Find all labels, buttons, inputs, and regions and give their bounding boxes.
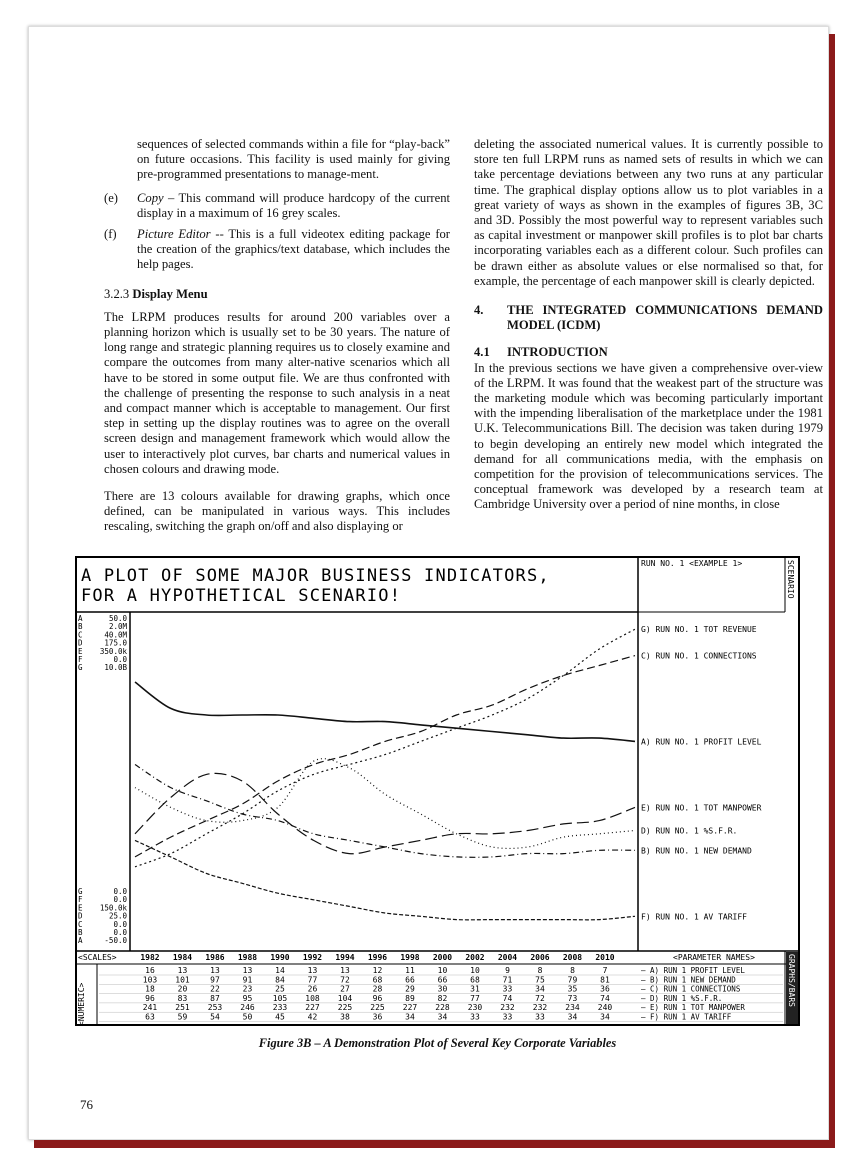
table-cell: 12 — [372, 966, 383, 975]
table-cell: 20 — [177, 984, 188, 994]
table-cell: 23 — [242, 984, 253, 994]
scales-label: <SCALES> — [78, 953, 117, 962]
table-cell: 77 — [307, 975, 318, 985]
table-row-label: – E) RUN 1 TOT MANPOWER — [641, 1003, 745, 1013]
year-tick-label: 1984 — [172, 953, 193, 962]
list-text: -- This is a full videotex editing package for the creation of the graphics/text database, which includes the help pages. — [137, 227, 450, 272]
table-cell: 26 — [307, 984, 318, 994]
table-cell: 240 — [597, 1003, 613, 1013]
plot-title-line2: FOR A HYPOTHETICAL SCENARIO! — [81, 586, 402, 606]
table-cell: 63 — [145, 1012, 155, 1022]
table-cell: 95 — [242, 993, 253, 1003]
legend-entry-B: B) RUN NO. 1 NEW DEMAND — [641, 846, 752, 856]
table-cell: 77 — [470, 993, 480, 1003]
table-cell: 105 — [272, 993, 288, 1003]
table-cell: 8 — [537, 966, 543, 975]
table-cell: 108 — [305, 993, 320, 1003]
table-cell: 11 — [405, 966, 415, 975]
side-tab-graphs: GRAPHS/BARS — [787, 954, 796, 1007]
scale-min-value: 0.0 — [113, 887, 127, 896]
legend-entry-G: G) RUN NO. 1 TOT REVENUE — [641, 625, 757, 635]
scale-letter: B — [78, 622, 83, 632]
section-number: 4. — [474, 303, 484, 318]
table-cell: 251 — [175, 1003, 190, 1013]
table-cell: 83 — [177, 993, 188, 1003]
table-cell: 73 — [567, 993, 578, 1003]
scale-letter: A — [78, 614, 83, 623]
table-row-label: – A) RUN 1 PROFIT LEVEL — [641, 966, 745, 975]
table-cell: 14 — [275, 966, 285, 975]
table-cell: 79 — [567, 975, 578, 985]
table-cell: 241 — [142, 1003, 158, 1013]
scale-letter: C — [78, 919, 83, 929]
param-header: <PARAMETER NAMES> — [673, 953, 755, 962]
section-heading-display-menu — [104, 287, 450, 302]
table-cell: 89 — [405, 993, 415, 1003]
table-cell: 18 — [145, 984, 155, 994]
table-cell: 29 — [405, 984, 415, 994]
list-item-picture-editor — [104, 227, 450, 273]
table-cell: 13 — [340, 966, 350, 975]
table-cell: 42 — [307, 1012, 318, 1022]
scale-max-value: 50.0 — [108, 614, 127, 623]
table-cell: 34 — [405, 1012, 415, 1022]
table-cell: 38 — [340, 1012, 350, 1022]
legend-entry-C: C) RUN NO. 1 CONNECTIONS — [641, 651, 757, 661]
table-cell: 50 — [242, 1012, 253, 1022]
right-column — [474, 137, 823, 521]
scale-min-value: -50.0 — [104, 936, 127, 946]
year-axis-group — [140, 953, 614, 962]
scale-letter: G — [78, 887, 83, 896]
table-cell: 96 — [372, 993, 383, 1003]
body-paragraph: In the previous sections we have given a comprehensive over-view of the LRPM. It was found that the weakest part of the structure was the marketing module which was becoming particularly important with the impending liberalisation of the marketplace under the 1981 U.K. Telecommunications Bill. The decision was taken during 1979 to begin developing an entirely new model which integrated the demand for all communications media, with the emphasis on competition for the provision of telecommunications services. The conceptual framework was developed by a research team at Cambridge University over a period of nine months, in close — [474, 360, 823, 512]
list-item-copy — [104, 191, 450, 221]
side-tab-scenario: SCENARIO — [786, 560, 795, 599]
plot-title-line1: A PLOT OF SOME MAJOR BUSINESS INDICATORS, — [81, 566, 550, 586]
scale-letter: A — [78, 936, 83, 946]
body-paragraph: There are 13 colours available for drawing graphs, which once defined, can be manipulated in various ways. This includes rescaling, switching the graph on/off and also displaying or — [104, 489, 450, 534]
legend-entry-D: D) RUN NO. 1 %S.F.R. — [641, 826, 738, 836]
table-cell: 246 — [240, 1003, 255, 1013]
table-cell: 34 — [535, 984, 545, 994]
table-cell: 81 — [600, 975, 610, 985]
table-cell: 71 — [502, 975, 513, 985]
table-cell: 84 — [275, 975, 285, 985]
table-cell: 227 — [305, 1003, 320, 1013]
table-cell: 27 — [340, 984, 350, 994]
table-cell: 91 — [242, 975, 253, 985]
figure-plot — [75, 556, 800, 1026]
table-cell: 253 — [207, 1003, 223, 1013]
table-cell: 74 — [600, 993, 610, 1003]
year-tick-label: 1994 — [335, 953, 355, 962]
year-tick-label: 2008 — [562, 953, 583, 962]
table-cell: 72 — [535, 993, 545, 1003]
section-heading-introduction — [474, 345, 823, 360]
table-row-label: – B) RUN 1 NEW DEMAND — [641, 975, 736, 985]
table-cell: 227 — [402, 1003, 418, 1013]
scale-letter: F — [78, 655, 83, 664]
year-tick-label: 2006 — [530, 953, 550, 962]
table-cell: 34 — [600, 1012, 610, 1022]
table-cell: 33 — [470, 1012, 480, 1022]
scale-letter: D — [78, 911, 83, 921]
legend-entry-A: A) RUN NO. 1 PROFIT LEVEL — [641, 737, 762, 747]
year-tick-label: 1998 — [400, 953, 420, 962]
legend-entry-F: F) RUN NO. 1 AV TARIFF — [641, 912, 747, 922]
table-cell: 75 — [535, 975, 545, 985]
scale-letter: E — [78, 646, 83, 656]
year-tick-label: 1988 — [237, 953, 258, 962]
table-cell: 30 — [437, 984, 448, 994]
table-cell: 230 — [467, 1003, 483, 1013]
figure-3b — [75, 556, 800, 1026]
table-row-label: – D) RUN 1 %S.F.R. — [641, 993, 723, 1003]
scale-max-value: 350.0k — [99, 646, 127, 656]
table-row-label: – C) RUN 1 CONNECTIONS — [641, 984, 741, 994]
year-tick-label: 1996 — [367, 953, 388, 962]
list-term: Copy — [137, 190, 164, 205]
scale-letter: F — [78, 895, 83, 905]
table-cell: 16 — [145, 966, 155, 975]
table-cell: 10 — [470, 966, 480, 975]
year-tick-label: 1986 — [205, 953, 225, 962]
table-row-label: – F) RUN 1 AV TARIFF — [641, 1012, 732, 1022]
year-tick-label: 2004 — [497, 953, 518, 962]
table-cell: 13 — [210, 966, 220, 975]
scale-max-value: 2.0M — [108, 622, 127, 632]
table-cell: 31 — [470, 984, 480, 994]
table-cell: 74 — [502, 993, 513, 1003]
table-cell: 87 — [210, 993, 220, 1003]
table-cell: 54 — [210, 1012, 220, 1022]
list-term: Picture Editor — [137, 227, 211, 242]
scale-min-value: 25.0 — [108, 911, 127, 921]
scale-letter: G — [78, 663, 83, 673]
body-paragraph: The LRPM produces results for around 200 variables over a planning horizon which is usually set to be 30 years. The nature of long range and strategic planning requires us to closely examine and compare the outcomes from many alter-native scenarios which all have to be stored in some output file. We are thus confronted with the challenge of presenting the response to such analysis in a neat and compact manner which is acceptable to management. Our first step in setting up the display routines was to agree on the overall screen design and management framework which would allow the user to interactively plot curves, bar charts and numerical values in chosen colours and drawing mode. — [104, 309, 450, 476]
table-cell: 35 — [567, 984, 578, 994]
section-heading-icdm — [474, 303, 823, 333]
scale-letter: D — [78, 638, 83, 648]
section-number: 4.1 — [474, 345, 490, 360]
year-tick-label: 1982 — [140, 953, 160, 962]
list-label: (f) — [104, 227, 117, 242]
list-text: – This command will produce hardcopy of the current display in a maximum of 16 grey scales. — [137, 190, 450, 220]
section-title: INTRODUCTION — [507, 345, 608, 360]
table-cell: 34 — [437, 1012, 448, 1022]
table-cell: 36 — [600, 984, 610, 994]
table-cell: 33 — [502, 984, 513, 994]
table-cell: 66 — [405, 975, 415, 985]
section-number: 3.2.3 — [104, 286, 130, 301]
table-cell: 233 — [272, 1003, 288, 1013]
table-cell: 72 — [340, 975, 350, 985]
figure-caption: Figure 3B – A Demonstration Plot of Several Key Corporate Variables — [258, 1036, 617, 1050]
table-cell: 45 — [275, 1012, 285, 1022]
table-cell: 101 — [175, 975, 190, 985]
scale-max-value: 0.0 — [113, 655, 127, 664]
table-cell: 33 — [535, 1012, 545, 1022]
list-label: (e) — [104, 190, 118, 205]
scale-letter: E — [78, 903, 83, 913]
table-cell: 13 — [307, 966, 318, 975]
table-cell: 8 — [570, 966, 575, 975]
scale-min-value: 0.0 — [113, 928, 127, 937]
table-cell: 10 — [437, 966, 448, 975]
section-title: Display Menu — [132, 286, 208, 301]
scale-max-value: 40.0M — [104, 630, 127, 640]
run-header: RUN NO. 1 <EXAMPLE 1> — [641, 559, 743, 568]
table-cell: 103 — [142, 975, 158, 985]
scale-max-value: 10.0B — [104, 663, 127, 673]
section-title: THE INTEGRATED COMMUNICATIONS DEMAND MODEL (ICDM) — [507, 303, 823, 333]
year-tick-label: 2010 — [595, 953, 615, 962]
table-cell: 66 — [437, 975, 448, 985]
scale-min-value: 150.0k — [99, 903, 127, 913]
numeric-label: <NUMERIC> — [77, 982, 86, 1026]
table-cell: 25 — [275, 984, 285, 994]
table-cell: 13 — [177, 966, 188, 975]
year-tick-label: 2000 — [432, 953, 453, 962]
table-cell: 59 — [177, 1012, 188, 1022]
table-cell: 104 — [337, 993, 353, 1003]
table-cell: 234 — [565, 1003, 580, 1013]
table-cell: 82 — [437, 993, 448, 1003]
table-cell: 225 — [370, 1003, 385, 1013]
year-tick-label: 1990 — [270, 953, 290, 962]
table-cell: 232 — [500, 1003, 515, 1013]
scale-min-value: 0.0 — [113, 895, 127, 905]
left-column — [104, 137, 450, 543]
table-cell: 228 — [435, 1003, 450, 1013]
table-cell: 9 — [505, 966, 510, 975]
scale-letter: C — [78, 630, 83, 640]
body-paragraph: deleting the associated numerical values. It is currently possible to store ten full LRPM runs as named sets of results in which we can take percentage deviations between any two runs at any particular time. The graphical display options allow us to plot variables in a great variety of ways as shown in the examples of figures 3B, 3C and 3D. Possibly the most powerful way to represent variables such as capital investment or manpower skill profiles is to plot bar charts incorporating variables each as a different colour. Such profiles can be drawn either as absolute values or else normalised so that, for example, the percentage of each manpower skill is clearly depicted. — [474, 137, 823, 288]
table-cell: 28 — [372, 984, 383, 994]
scale-letter: B — [78, 928, 83, 937]
table-cell: 68 — [470, 975, 480, 985]
table-cell: 36 — [372, 1012, 383, 1022]
table-cell: 22 — [210, 984, 220, 994]
table-cell: 232 — [532, 1003, 548, 1013]
intro-paragraph: sequences of selected commands within a file for “play-back” on future occasions. This facility is used mainly for giving pre-programmed presentations to manage-ment. — [137, 137, 450, 182]
table-cell: 34 — [567, 1012, 578, 1022]
scale-min-value: 0.0 — [113, 919, 127, 929]
table-cell: 7 — [602, 966, 608, 975]
table-cell: 13 — [242, 966, 253, 975]
year-tick-label: 1992 — [302, 953, 323, 962]
table-cell: 225 — [337, 1003, 353, 1013]
scale-max-value: 175.0 — [104, 638, 127, 648]
table-cell: 33 — [502, 1012, 513, 1022]
legend-entry-E: E) RUN NO. 1 TOT MANPOWER — [641, 803, 762, 813]
table-cell: 68 — [372, 975, 383, 985]
table-cell: 96 — [145, 993, 155, 1003]
page-number: 76 — [80, 1097, 93, 1112]
table-cell: 97 — [210, 975, 220, 985]
year-tick-label: 2002 — [465, 953, 485, 962]
